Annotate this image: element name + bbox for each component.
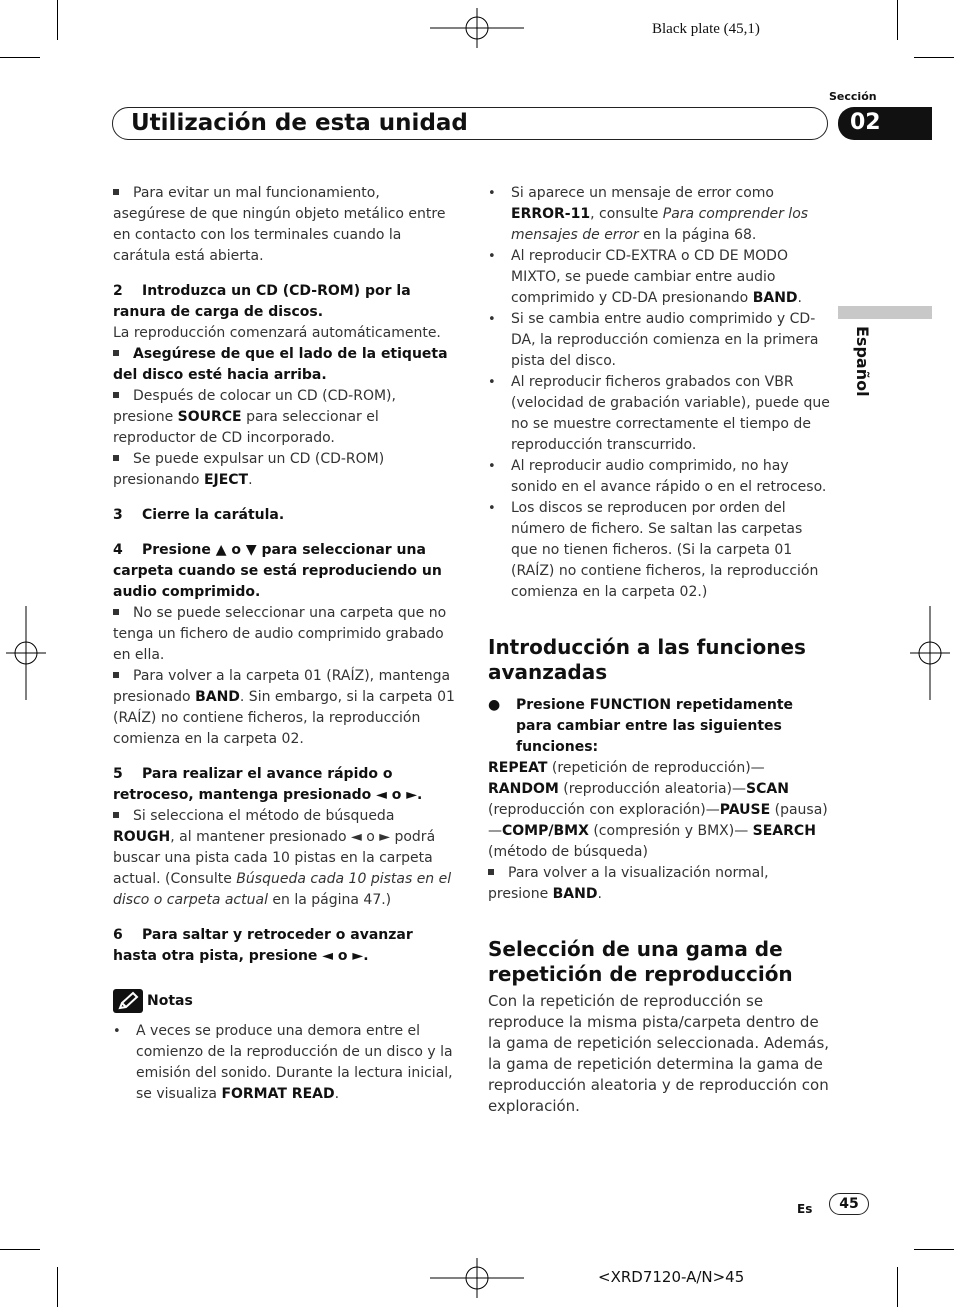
notes-title: Notas xyxy=(147,992,193,1009)
page-title: Utilización de esta unidad xyxy=(131,110,468,136)
notes-heading xyxy=(113,989,456,1013)
note-item: • Al reproducir audio comprimido, no hay sonido en el avance rápido o en el retroceso. xyxy=(488,456,831,498)
language-tab-label: Español xyxy=(853,326,872,397)
crop-mark xyxy=(57,1267,58,1307)
crop-mark xyxy=(914,57,954,58)
step-2-body: La reproducción comenzará automáticamente. xyxy=(113,325,441,341)
footer-code: <XRD7120-A/N>45 xyxy=(598,1268,745,1286)
right-column xyxy=(488,183,831,1117)
instruction-step: ● Presione FUNCTION repetidamente para cambiar entre las siguientes funciones: xyxy=(488,697,794,755)
plate-label: Black plate (45,1) xyxy=(652,21,760,37)
section-label: Sección xyxy=(829,90,877,103)
bullet-item: Se puede expulsar un CD (CD-ROM) presionando EJECT. xyxy=(113,451,385,488)
bullet-item: Para evitar un mal funcionamiento, asegúrese de que ningún objeto metálico entre en contacto con los terminales cuando la carátula está abierta. xyxy=(113,185,446,264)
section-heading: Selección de una gama de repetición de reproducción xyxy=(488,937,793,986)
registration-mark-bottom xyxy=(430,1258,524,1298)
pencil-icon xyxy=(113,989,143,1013)
crop-mark xyxy=(0,57,40,58)
crop-mark xyxy=(0,1249,40,1250)
bullet-item: Para volver a la carpeta 01 (RAÍZ), mantenga presionado BAND. Sin embargo, si la carpeta 01 (RAÍZ) no contiene ficheros, la reproducción comienza en la carpeta 02. xyxy=(113,668,455,747)
function-list: REPEAT (repetición de reproducción)— RANDOM (reproducción aleatoria)—SCAN (reproducción con exploración)—PAUSE (pausa)—COMP/BMX (compresión y BMX)— SEARCH (método de búsqueda) xyxy=(488,760,828,860)
bullet-item: No se puede seleccionar una carpeta que no tenga un fichero de audio comprimido grabado en ella. xyxy=(113,605,447,663)
left-column xyxy=(113,183,456,1105)
crop-mark xyxy=(914,1249,954,1250)
step-3: 3 Cierre la carátula. xyxy=(113,507,285,523)
language-code: Es xyxy=(797,1202,813,1216)
section-number-badge xyxy=(838,107,932,140)
step-6: 6 Para saltar y retroceder o avanzar hasta otra pista, presione ◄ o ►. xyxy=(113,927,413,964)
crop-mark xyxy=(57,0,58,40)
note-item: • Los discos se reproducen por orden del número de fichero. Se saltan las carpetas que no tienen ficheros. (Si la carpeta 01 (RAÍZ) no contiene ficheros, la reproducción comienza en la carpeta 02.) xyxy=(488,498,831,603)
crop-mark xyxy=(897,1267,898,1307)
body-paragraph: Con la repetición de reproducción se reproduce la misma pista/carpeta dentro de la gama de repetición seleccionada. Además, la gama de repetición determina la gama de reproducción aleatoria y de reproducción con exploración. xyxy=(488,992,830,1115)
note-item: • Al reproducir CD-EXTRA o CD DE MODO MIXTO, se puede cambiar entre audio comprimido y CD-DA presionando BAND. xyxy=(488,246,831,309)
note-item: • Al reproducir ficheros grabados con VBR (velocidad de grabación variable), puede que no se muestre correctamente el tiempo de reproducción transcurrido. xyxy=(488,372,831,456)
section-number: 02 xyxy=(850,110,881,135)
registration-mark-left xyxy=(6,606,46,700)
registration-mark-right xyxy=(910,606,950,700)
bullet-item: Si selecciona el método de búsqueda ROUGH, al mantener presionado ◄ o ► podrá buscar una pista cada 10 pistas en la carpeta actual. (Consulte Búsqueda cada 10 pistas en el disco o carpeta actual en la página 47.) xyxy=(113,808,452,908)
step-5: 5 Para realizar el avance rápido o retroceso, mantenga presionado ◄ o ►. xyxy=(113,766,423,803)
header-bar xyxy=(112,107,828,140)
language-tab-bar xyxy=(838,306,932,319)
note-item: • A veces se produce una demora entre el comienzo de la reproducción de un disco y la emisión del sonido. Durante la lectura inicial, se visualiza FORMAT READ. xyxy=(113,1021,456,1105)
bullet-item: Asegúrese de que el lado de la etiqueta del disco esté hacia arriba. xyxy=(113,346,448,383)
note-item: • Si aparece un mensaje de error como ERROR-11, consulte Para comprender los mensajes de error en la página 68. xyxy=(488,183,831,246)
bullet-item: Después de colocar un CD (CD-ROM), presione SOURCE para seleccionar el reproductor de CD incorporado. xyxy=(113,388,396,446)
registration-mark-top xyxy=(430,8,524,48)
bullet-item: Para volver a la visualización normal, presione BAND. xyxy=(488,865,769,902)
section-heading: Introducción a las funciones avanzadas xyxy=(488,635,806,684)
step-2: 2 Introduzca un CD (CD-ROM) por la ranura de carga de discos. xyxy=(113,283,411,320)
language-tab xyxy=(850,326,874,406)
crop-mark xyxy=(897,0,898,40)
note-item: • Si se cambia entre audio comprimido y CD-DA, la reproducción comienza en la primera pista del disco. xyxy=(488,309,831,372)
step-4: 4 Presione ▲ o ▼ para seleccionar una carpeta cuando se está reproduciendo un audio comprimido. xyxy=(113,542,442,600)
page-number: 45 xyxy=(829,1193,869,1215)
